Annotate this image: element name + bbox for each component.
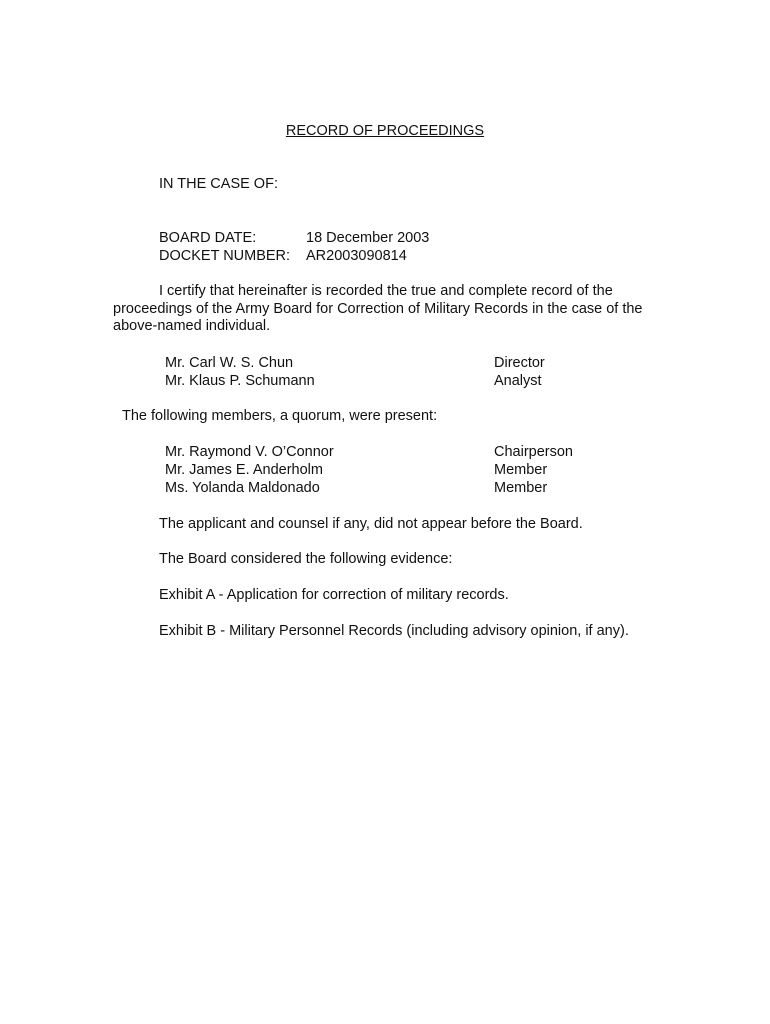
staff-role: Analyst (494, 373, 542, 389)
docket-number-label: DOCKET NUMBER: (159, 248, 291, 264)
member-name: Ms. Yolanda Maldonado (165, 480, 320, 496)
certification-paragraph: I certify that hereinafter is recorded the true and complete record of the proceedings of the Army Board for Correction of Military Records in the case of the above-named individual. (113, 283, 643, 334)
evidence-intro: The Board considered the following evidence: (159, 551, 453, 567)
case-label: IN THE CASE OF: (159, 176, 278, 192)
exhibit-a: Exhibit A - Application for correction of military records. (159, 587, 509, 603)
document-title: RECORD OF PROCEEDINGS (285, 123, 485, 139)
staff-name: Mr. Klaus P. Schumann (165, 373, 315, 389)
docket-number-value: AR2003090814 (306, 248, 407, 264)
board-date-label: BOARD DATE: (159, 230, 257, 246)
member-name: Mr. Raymond V. O’Connor (165, 444, 334, 460)
member-role: Member (494, 462, 548, 478)
appearance-statement: The applicant and counsel if any, did not appear before the Board. (159, 516, 583, 532)
member-role: Chairperson (494, 444, 573, 460)
staff-role: Director (494, 355, 545, 371)
quorum-statement: The following members, a quorum, were present: (122, 408, 438, 424)
member-role: Member (494, 480, 548, 496)
exhibit-b: Exhibit B - Military Personnel Records (including advisory opinion, if any). (159, 623, 629, 639)
staff-name: Mr. Carl W. S. Chun (165, 355, 294, 371)
board-date-value: 18 December 2003 (306, 230, 430, 246)
member-name: Mr. James E. Anderholm (165, 462, 323, 478)
